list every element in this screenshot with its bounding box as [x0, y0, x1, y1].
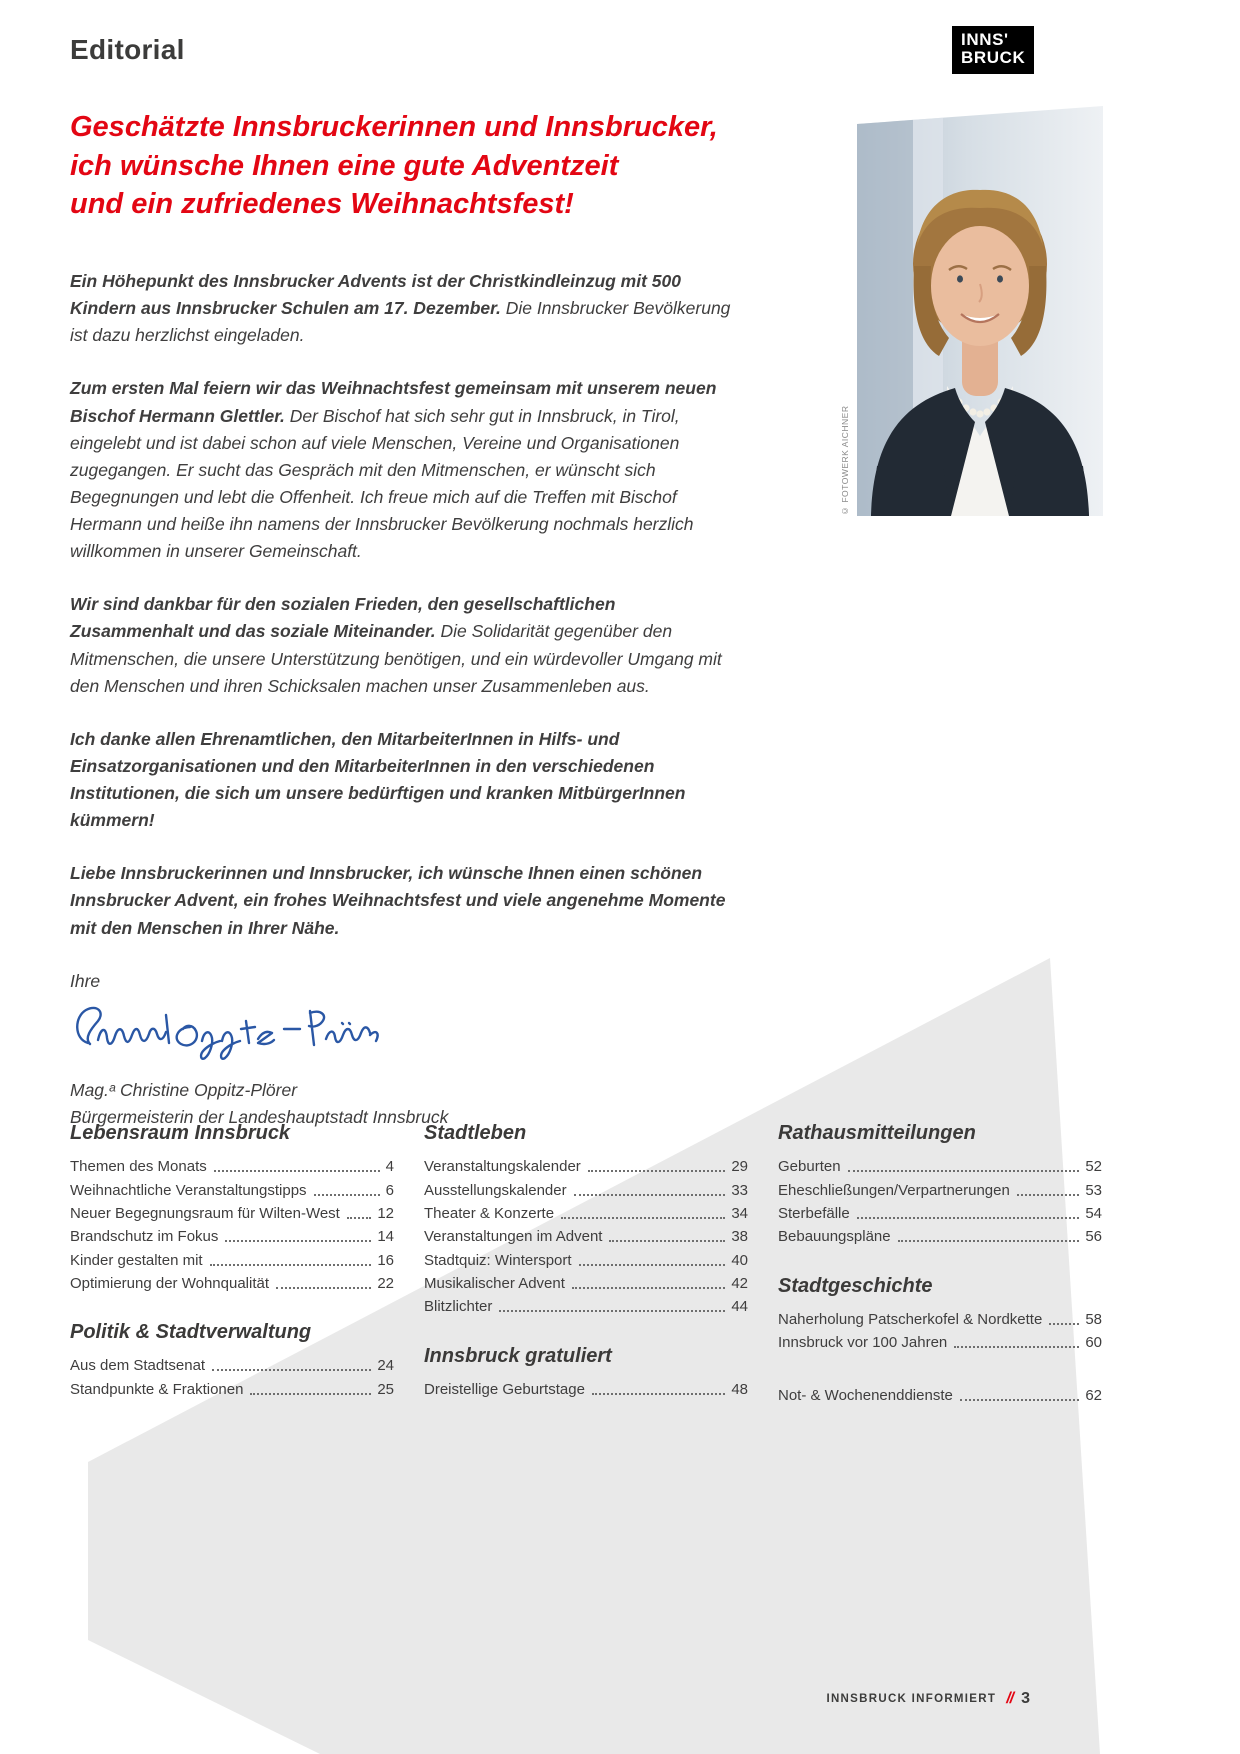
toc-item-label: Veranstaltungskalender [424, 1158, 581, 1176]
toc-item-label: Theater & Konzerte [424, 1204, 555, 1222]
toc-item [778, 1202, 1102, 1225]
toc-column [70, 1122, 394, 1434]
toc-item-label: Aus dem Stadtsenat [70, 1357, 206, 1375]
toc-leader-dots [579, 1264, 726, 1266]
toc-leader-dots [1017, 1194, 1079, 1196]
toc-item [778, 1384, 1102, 1407]
toc-item-page: 6 [385, 1181, 394, 1199]
toc-leader-dots [499, 1310, 725, 1312]
toc-leader-dots [210, 1264, 372, 1266]
toc-item [424, 1295, 748, 1318]
toc-item-page: 38 [731, 1228, 748, 1246]
toc-item [70, 1202, 394, 1225]
toc-item-page: 12 [377, 1204, 394, 1222]
toc-item-page: 44 [731, 1298, 748, 1316]
toc-item-page: 60 [1085, 1334, 1102, 1352]
toc-item [778, 1178, 1102, 1201]
closing-salutation: Ihre [70, 970, 101, 991]
portrait-photo [857, 106, 1103, 516]
toc-item-page: 34 [731, 1204, 748, 1222]
toc-leader-dots [1049, 1323, 1079, 1325]
toc-item [778, 1155, 1102, 1178]
toc-item-label: Naherholung Patscherkofel & Nordkette [778, 1310, 1043, 1328]
toc-section-heading: Politik & Stadtverwaltung [70, 1321, 312, 1344]
logo-line-2: BRUCK [961, 48, 1026, 68]
toc-leader-dots [214, 1170, 380, 1172]
footer-slashes-icon: // [1006, 1690, 1014, 1707]
photo-credit: © FOTOWERK AICHNER [840, 405, 850, 516]
toc-item [70, 1249, 394, 1272]
footer-page-number: 3 [1021, 1690, 1030, 1707]
toc-section [778, 1275, 1102, 1355]
toc-item [70, 1354, 394, 1377]
toc-leader-dots [848, 1170, 1080, 1172]
toc-item-label: Dreistellige Geburtstage [424, 1380, 585, 1398]
toc-item-page: 42 [731, 1275, 748, 1293]
toc-item-label: Neuer Begegnungsraum für Wilten-West [70, 1204, 340, 1222]
paragraph-lead: Ein Höhepunkt des Innsbrucker Advents ist der Christkindleinzug mit 500 Kindern aus Innsbrucker Schulen am 17. Dezember. [70, 271, 681, 319]
toc-section [424, 1345, 748, 1401]
toc-item-page: 53 [1085, 1181, 1102, 1199]
toc-leader-dots [588, 1170, 726, 1172]
editorial-paragraph [70, 726, 742, 835]
toc-item [424, 1272, 748, 1295]
toc-item-label: Ausstellungskalender [424, 1181, 567, 1199]
toc-section-heading: Innsbruck gratuliert [424, 1344, 612, 1367]
toc-section [70, 1122, 394, 1295]
toc-item-label: Veranstaltungen im Advent [424, 1228, 603, 1246]
toc-item [70, 1178, 394, 1201]
toc-item-label: Innsbruck vor 100 Jahren [778, 1334, 948, 1352]
toc-item [70, 1225, 394, 1248]
paragraph-text: Der Bischof hat sich sehr gut in Innsbruck, in Tirol, eingelebt und ist dabei schon auf viele Menschen, Vereine und Organisationen zugegangen. Er sucht das Gespräch mit den Mitmenschen, er wünscht sich Begegnungen und lebt die Offenheit. Ich freue mich auf die Treffen mit Bischof Hermann und heiße ihn namens der Innsbrucker Bevölkerung nochmals herzlich willkommen in unserer Gemeinschaft. [70, 405, 694, 562]
toc-item-label: Musikalischer Advent [424, 1275, 565, 1293]
footer-label: INNSBRUCK INFORMIERT [826, 1693, 997, 1705]
toc-item [778, 1225, 1102, 1248]
toc-item-page: 24 [377, 1357, 394, 1375]
toc-section-heading: Rathausmitteilungen [778, 1122, 976, 1144]
toc-leader-dots [314, 1194, 380, 1196]
closing-name: Mag.ᵃ Christine Oppitz-Plörer [70, 1079, 298, 1100]
toc-section-heading: Stadtleben [424, 1122, 527, 1144]
toc-item [424, 1202, 748, 1225]
toc-item-page: 14 [377, 1228, 394, 1246]
paragraph-lead: Liebe Innsbruckerinnen und Innsbrucker, ich wünsche Ihnen einen schönen Innsbrucker Advent, ein frohes Weihnachtsfest und viele angenehme Momente mit den Menschen in Ihrer Nähe. [70, 863, 726, 938]
toc-leader-dots [276, 1287, 371, 1289]
toc-item [424, 1378, 748, 1401]
toc-item-label: Kinder gestalten mit [70, 1251, 203, 1269]
toc-item-label: Brandschutz im Fokus [70, 1228, 219, 1246]
toc-item-label: Standpunkte & Fraktionen [70, 1380, 244, 1398]
toc-item [70, 1155, 394, 1178]
closing-role: Bürgermeisterin der Landeshauptstadt Innsbruck [70, 1107, 449, 1127]
toc-item-label: Sterbefälle [778, 1204, 850, 1222]
toc-section-heading: Lebensraum Innsbruck [70, 1122, 291, 1144]
toc-column [424, 1122, 748, 1434]
paragraph-lead: Zum ersten Mal feiern wir das Weihnachtsfest gemeinsam mit unserem neuen Bischof Hermann Glettler. [70, 378, 717, 426]
toc-item [424, 1249, 748, 1272]
toc-item-page: 56 [1085, 1228, 1102, 1246]
innsbruck-logo [952, 26, 1034, 74]
toc-item [424, 1155, 748, 1178]
table-of-contents [70, 1122, 1102, 1434]
toc-leader-dots [225, 1240, 371, 1242]
editorial-paragraph [70, 375, 742, 565]
toc-leader-dots [212, 1369, 371, 1371]
toc-item-page: 58 [1085, 1310, 1102, 1328]
headline-line: ich wünsche Ihnen eine gute Adventzeit [70, 149, 619, 182]
toc-item [778, 1331, 1102, 1354]
toc-section [778, 1384, 1102, 1407]
toc-item-page: 16 [377, 1251, 394, 1269]
toc-section [424, 1122, 748, 1319]
toc-item-label: Blitzlichter [424, 1298, 493, 1316]
signature-image [70, 997, 742, 1069]
portrait-photo-illustration [857, 106, 1103, 516]
headline-line: Geschätzte Innsbruckerinnen und Innsbrucker, [70, 111, 718, 143]
toc-item-label: Eheschließungen/Verpartnerungen [778, 1181, 1010, 1199]
toc-leader-dots [572, 1287, 725, 1289]
paragraph-text: Die Innsbrucker Bevölkerung ist dazu herzlichst eingeladen. [70, 298, 731, 346]
page-title: Editorial [70, 34, 185, 65]
toc-item-page: 52 [1085, 1158, 1102, 1176]
toc-item-page: 33 [731, 1181, 748, 1199]
toc-leader-dots [574, 1194, 726, 1196]
toc-item-page: 62 [1085, 1387, 1102, 1405]
editorial-headline [70, 108, 790, 224]
paragraph-text: Die Solidarität gegenüber den Mitmenschen, die unsere Unterstützung benötigen, und ein würdevoller Umgang mit den Menschen und ihren Schicksalen machen unser Zusammenleben aus. [70, 621, 722, 696]
logo-line-1: INNS' [961, 30, 1009, 49]
toc-item-label: Optimierung der Wohnqualität [70, 1275, 269, 1293]
toc-item-page: 29 [731, 1158, 748, 1176]
page-footer [640, 1690, 1030, 1708]
toc-item-page: 54 [1085, 1204, 1102, 1222]
toc-leader-dots [561, 1217, 725, 1219]
toc-section [70, 1321, 394, 1401]
toc-item-page: 4 [385, 1158, 394, 1176]
toc-item-page: 40 [731, 1251, 748, 1269]
toc-item [778, 1308, 1102, 1331]
paragraph-lead: Wir sind dankbar für den sozialen Frieden, den gesellschaftlichen Zusammenhalt und das soziale Miteinander. [70, 594, 616, 642]
editorial-paragraph [70, 591, 742, 700]
toc-leader-dots [857, 1217, 1080, 1219]
editorial-paragraph [70, 268, 742, 349]
toc-item-label: Not- & Wochenenddienste [778, 1387, 953, 1405]
toc-item-label: Geburten [778, 1158, 841, 1176]
toc-item-page: 48 [731, 1380, 748, 1398]
toc-leader-dots [592, 1393, 725, 1395]
headline-line: und ein zufriedenes Weihnachtsfest! [70, 188, 574, 221]
toc-item-page: 22 [377, 1275, 394, 1293]
toc-item-label: Weihnachtliche Veranstaltungstipps [70, 1181, 307, 1199]
toc-item [70, 1272, 394, 1295]
editorial-body [70, 268, 742, 1131]
toc-item [424, 1178, 748, 1201]
toc-item-label: Stadtquiz: Wintersport [424, 1251, 572, 1269]
toc-leader-dots [960, 1399, 1079, 1401]
toc-leader-dots [347, 1217, 371, 1219]
toc-leader-dots [609, 1240, 725, 1242]
toc-item-page: 25 [377, 1380, 394, 1398]
toc-leader-dots [898, 1240, 1080, 1242]
editorial-paragraph [70, 860, 742, 941]
toc-item-label: Bebauungspläne [778, 1228, 891, 1246]
toc-leader-dots [250, 1393, 371, 1395]
toc-item [70, 1378, 394, 1401]
paragraph-lead: Ich danke allen Ehrenamtlichen, den MitarbeiterInnen in Hilfs- und Einsatzorganisationen und den MitarbeiterInnen in den verschiedenen Institutionen, die sich um unsere bedürftigen und kranken MitbürgerInnen kümmern! [70, 728, 686, 831]
toc-item [424, 1225, 748, 1248]
toc-item-label: Themen des Monats [70, 1158, 207, 1176]
toc-leader-dots [954, 1346, 1079, 1348]
toc-section [778, 1122, 1102, 1249]
toc-column [778, 1122, 1102, 1434]
toc-section-heading: Stadtgeschichte [778, 1274, 933, 1297]
